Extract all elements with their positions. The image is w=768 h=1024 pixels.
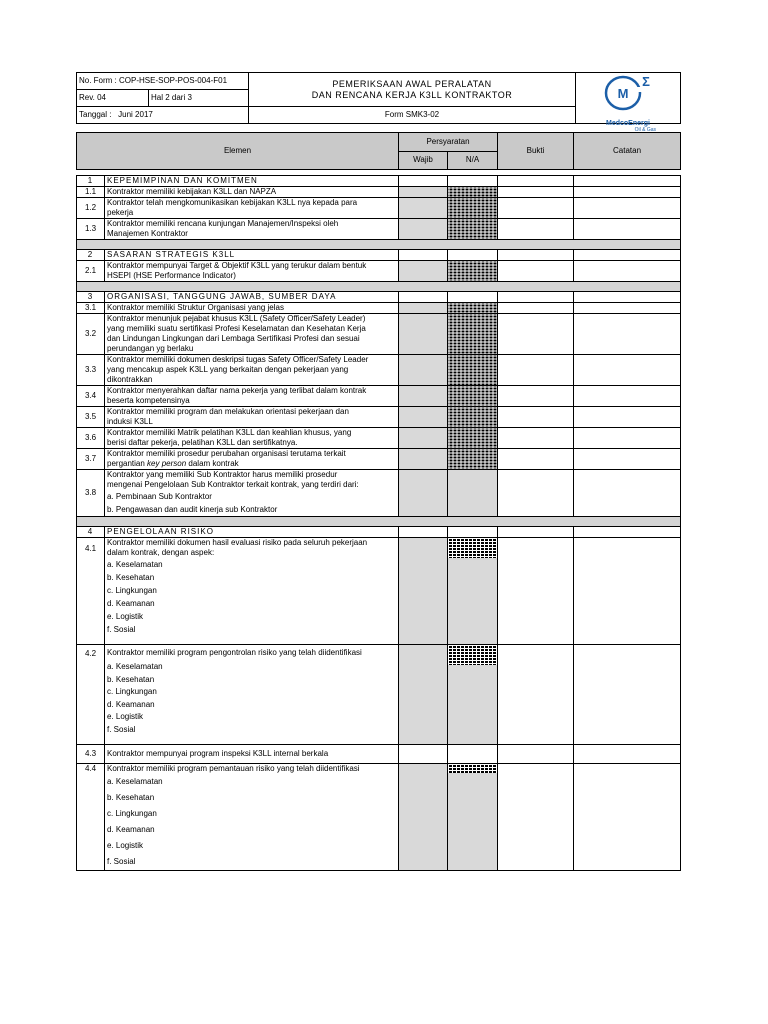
catatan-cell[interactable]: [574, 449, 681, 470]
bukti-cell[interactable]: [498, 470, 574, 517]
table-row: 3.1 Kontraktor memiliki Struktur Organisasi yang jelas: [77, 303, 681, 314]
catatan-cell[interactable]: [574, 428, 681, 449]
wajib-cell[interactable]: [399, 538, 448, 645]
na-cell: [448, 198, 498, 219]
form-header: [76, 72, 681, 133]
table-row: 1.1 Kontraktor memiliki kebijakan K3LL dan NAPZA: [77, 187, 681, 198]
date-field: Tanggal : Juni 2017: [77, 107, 249, 124]
section-divider: [77, 240, 681, 250]
section-header: 1 KEPEMIMPINAN DAN KOMITMEN: [77, 176, 681, 187]
table-row: 1.2 Kontraktor telah mengkomunikasikan kebijakan K3LL nya kepada para pekerja: [77, 198, 681, 219]
document-title: PEMERIKSAAN AWAL PERALATAN DAN RENCANA KERJA K3LL KONTRAKTOR: [249, 73, 576, 107]
na-cell: [448, 449, 498, 470]
wajib-cell[interactable]: [399, 198, 448, 219]
checklist-table: [76, 132, 681, 871]
na-cell: [448, 314, 498, 355]
section-divider: [77, 517, 681, 527]
na-cell: [448, 538, 498, 645]
catatan-cell[interactable]: [574, 187, 681, 198]
section-header: 3 ORGANISASI, TANGGUNG JAWAB, SUMBER DAYA: [77, 292, 681, 303]
na-cell: [448, 645, 498, 745]
table-row: 4.2 Kontraktor memiliki program pengontrolan risiko yang telah diidentifikasi a. Keselamatan b. Kesehatan c. Lingkungan d. Keamanan e. Logistik f. Sosial: [77, 645, 681, 745]
svg-text:Σ: Σ: [642, 74, 650, 89]
table-row: 4.4 Kontraktor memiliki program pemantauan risiko yang telah diidentifikasi a. Keselamatan b. Kesehatan c. Lingkungan d. Keamanan e. Logistik f. Sosial: [77, 764, 681, 871]
table-row: 3.4 Kontraktor menyerahkan daftar nama pekerja yang terlibat dalam kontrak beserta kompetensinya: [77, 386, 681, 407]
na-cell[interactable]: [448, 745, 498, 764]
bukti-cell[interactable]: [498, 355, 574, 386]
na-cell: [448, 261, 498, 282]
table-row: 3.2 Kontraktor menunjuk pejabat khusus K3LL (Safety Officer/Safety Leader) yang memiliki suatu sertifikasi Profesi Keselamatan dan Kesehatan Kerja dan Lindungan Lingkungan dari Lembaga Sertifikasi Profesi dan sesuai perundangan yg berlaku: [77, 314, 681, 355]
bukti-cell[interactable]: [498, 219, 574, 240]
form-page: [76, 72, 680, 871]
catatan-cell[interactable]: [574, 261, 681, 282]
col-elemen: Elemen: [77, 133, 399, 170]
table-row: 3.8 Kontraktor yang memiliki Sub Kontraktor harus memiliki prosedur mengenai Pengelolaan Sub Kontraktor terkait kontrak, yang terdiri dari: a. Pembinaan Sub Kontraktor b. Pengawasan dan audit kinerja sub Kontraktor: [77, 470, 681, 517]
wajib-cell[interactable]: [399, 407, 448, 428]
catatan-cell[interactable]: [574, 303, 681, 314]
catatan-cell[interactable]: [574, 198, 681, 219]
table-row: 4.3 Kontraktor mempunyai program inspeksi K3LL internal berkala: [77, 745, 681, 764]
na-cell: [448, 303, 498, 314]
wajib-cell[interactable]: [399, 187, 448, 198]
na-cell: [448, 355, 498, 386]
na-cell: [448, 428, 498, 449]
catatan-cell[interactable]: [574, 314, 681, 355]
table-row: 3.7 Kontraktor memiliki prosedur perubahan organisasi terutama terkait pergantian key person dalam kontrak: [77, 449, 681, 470]
col-persyaratan: Persyaratan: [399, 133, 498, 152]
na-cell: [448, 187, 498, 198]
wajib-cell[interactable]: [399, 449, 448, 470]
na-cell: [448, 219, 498, 240]
col-wajib: Wajib: [399, 151, 448, 170]
section-divider: [77, 282, 681, 292]
table-row: 3.3 Kontraktor memiliki dokumen deskripsi tugas Safety Officer/Safety Leader yang mencakup aspek K3LL yang berkaitan dengan pekerjaan yang dikontrakkan: [77, 355, 681, 386]
col-bukti: Bukti: [498, 133, 574, 170]
catatan-cell[interactable]: [574, 386, 681, 407]
na-cell: [448, 764, 498, 871]
col-catatan: Catatan: [574, 133, 681, 170]
catatan-cell[interactable]: [574, 745, 681, 764]
medco-logo: [576, 73, 681, 133]
wajib-cell[interactable]: [399, 219, 448, 240]
table-row: 2.1 Kontraktor mempunyai Target & Objektif K3LL yang terukur dalam bentuk HSEPI (HSE Performance Indicator): [77, 261, 681, 282]
form-code: Form SMK3-02: [249, 107, 576, 124]
na-cell[interactable]: [448, 470, 498, 517]
wajib-cell[interactable]: [399, 428, 448, 449]
form-number: No. Form : COP-HSE-SOP-POS-004-F01: [77, 73, 249, 90]
bukti-cell[interactable]: [498, 314, 574, 355]
catatan-cell[interactable]: [574, 355, 681, 386]
bukti-cell[interactable]: [498, 538, 574, 645]
bukti-cell[interactable]: [498, 303, 574, 314]
bukti-cell[interactable]: [498, 645, 574, 745]
section-header: 2 SASARAN STRATEGIS K3LL: [77, 250, 681, 261]
wajib-cell[interactable]: [399, 764, 448, 871]
bukti-cell[interactable]: [498, 764, 574, 871]
table-row: 4.1 Kontraktor memiliki dokumen hasil evaluasi risiko pada seluruh pekerjaan dalam kontrak, dengan aspek: a. Keselamatan b. Kesehatan c. Lingkungan d. Keamanan e. Logistik f. Sosial: [77, 538, 681, 645]
bukti-cell[interactable]: [498, 407, 574, 428]
catatan-cell[interactable]: [574, 538, 681, 645]
table-row: 1.3 Kontraktor memiliki rencana kunjungan Manajemen/Inspeksi oleh Manajemen Kontraktor: [77, 219, 681, 240]
revision: Rev. 04: [77, 90, 149, 107]
wajib-cell[interactable]: [399, 261, 448, 282]
catatan-cell[interactable]: [574, 407, 681, 428]
bukti-cell[interactable]: [498, 745, 574, 764]
page-number: Hal 2 dari 3: [149, 90, 249, 107]
logo-subtitle: Oil & Gas: [634, 127, 656, 133]
bukti-cell[interactable]: [498, 261, 574, 282]
col-na: N/A: [448, 151, 498, 170]
wajib-cell[interactable]: [399, 645, 448, 745]
wajib-cell[interactable]: [399, 470, 448, 517]
bukti-cell[interactable]: [498, 386, 574, 407]
catatan-cell[interactable]: [574, 470, 681, 517]
bukti-cell[interactable]: [498, 449, 574, 470]
wajib-cell[interactable]: [399, 355, 448, 386]
catatan-cell[interactable]: [574, 645, 681, 745]
table-row: 3.5 Kontraktor memiliki program dan melakukan orientasi pekerjaan dan induksi K3LL: [77, 407, 681, 428]
wajib-cell[interactable]: [399, 745, 448, 764]
catatan-cell[interactable]: [574, 764, 681, 871]
bukti-cell[interactable]: [498, 198, 574, 219]
catatan-cell[interactable]: [574, 219, 681, 240]
wajib-cell[interactable]: [399, 303, 448, 314]
na-cell: [448, 386, 498, 407]
bukti-cell[interactable]: [498, 187, 574, 198]
logo-brand: MedcoEnergi: [606, 120, 650, 127]
na-cell: [448, 407, 498, 428]
medco-logo-icon: [593, 73, 663, 117]
section-header: 4 PENGELOLAAN RISIKO: [77, 527, 681, 538]
wajib-cell[interactable]: [399, 386, 448, 407]
table-row: 3.6 Kontraktor memiliki Matrik pelatihan K3LL dan keahlian khusus, yang berisi daftar pekerja, pelatihan K3LL dan sertifikatnya.: [77, 428, 681, 449]
svg-text:M: M: [617, 86, 629, 101]
bukti-cell[interactable]: [498, 428, 574, 449]
wajib-cell[interactable]: [399, 314, 448, 355]
